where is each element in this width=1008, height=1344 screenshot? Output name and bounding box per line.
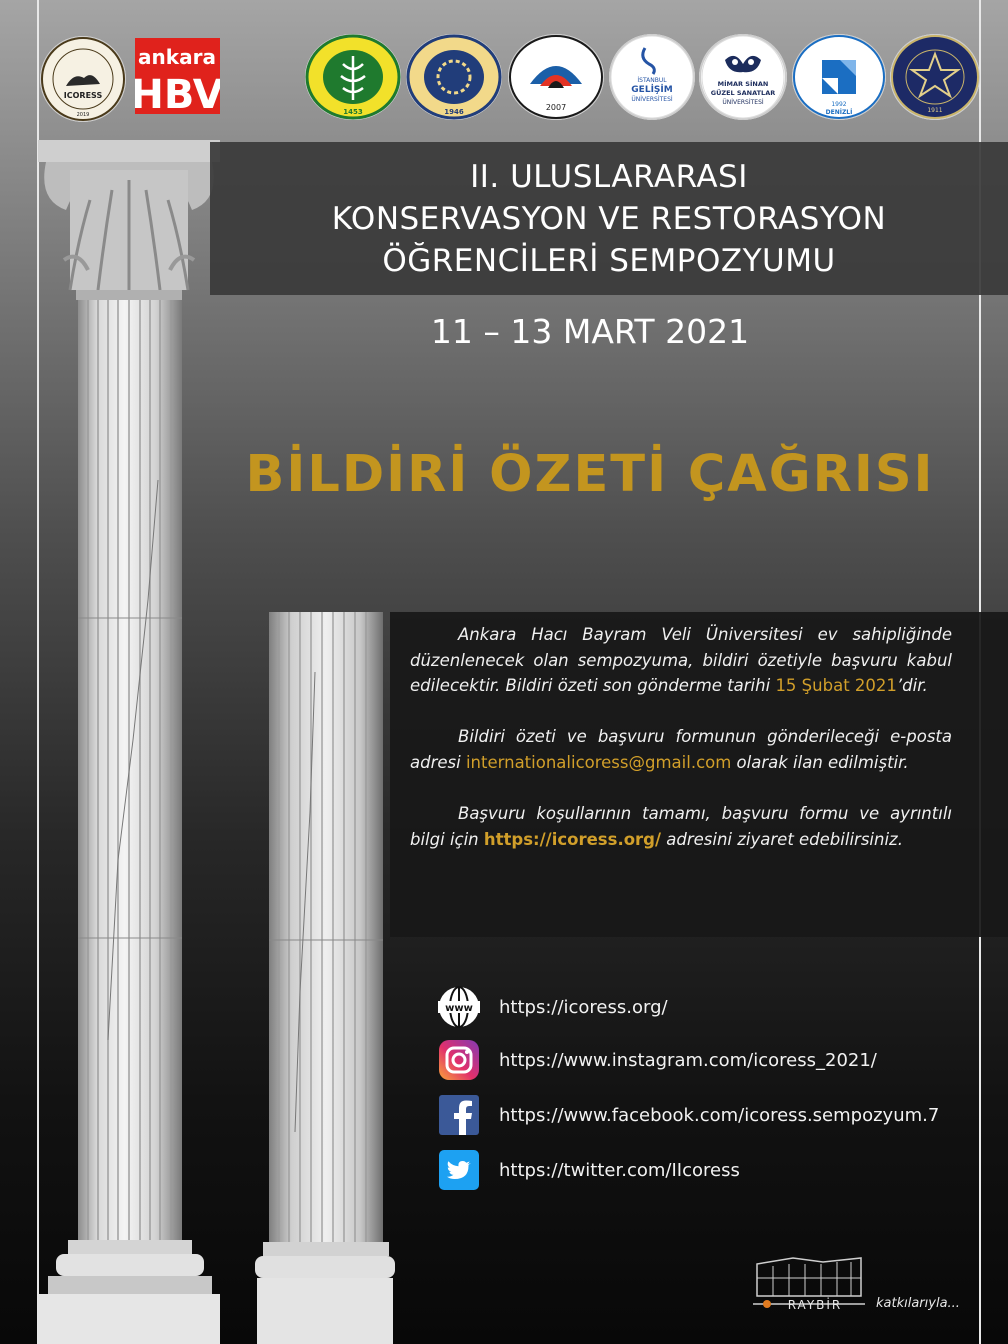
svg-text:1453: 1453 (343, 108, 363, 116)
svg-text:RAYBİR: RAYBİR (787, 1298, 843, 1312)
instagram-link[interactable]: https://www.instagram.com/icoress_2021/ (499, 1049, 877, 1071)
symposium-title-band (210, 142, 1008, 295)
social-row-twitter[interactable] (438, 1149, 740, 1191)
email-link[interactable]: internationalicoress@gmail.com (465, 752, 732, 772)
svg-text:2007: 2007 (545, 103, 567, 112)
raybir-sponsor-logo (753, 1256, 865, 1318)
sponsor-thanks-text: katkılarıyla... (876, 1296, 960, 1311)
svg-text:ankara: ankara (138, 45, 216, 69)
globe-www-icon (438, 986, 480, 1028)
pamukkale-university-logo (792, 34, 886, 120)
yildiz-technical-university-logo (890, 34, 980, 120)
twitter-link[interactable]: https://twitter.com/IIcoress (499, 1159, 740, 1181)
icoress-logo (40, 36, 126, 122)
icoress-logo-name: ICORESS (63, 91, 103, 100)
istanbul-gelisim-university-logo (609, 34, 695, 120)
symposium-date: 11 – 13 MART 2021 (430, 312, 750, 351)
svg-text:HBV: HBV (135, 72, 220, 114)
instagram-icon (438, 1039, 480, 1081)
istanbul-university-logo (305, 34, 401, 120)
svg-text:www: www (445, 1003, 473, 1014)
svg-text:GELİŞİM: GELİŞİM (631, 85, 673, 95)
ankara-university-logo (406, 34, 502, 120)
title-line-3: ÖĞRENCİLERİ SEMPOZYUMU (382, 242, 836, 279)
svg-text:ÜNİVERSİTESİ: ÜNİVERSİTESİ (722, 99, 764, 106)
info-paragraph-2: Bildiri özeti ve başvuru formunun gönderileceği e-posta adresi internationalicoress@gmail.com olarak ilan edilmiştir. (410, 727, 952, 772)
ankara-hbv-logo (135, 38, 220, 114)
facebook-icon (438, 1094, 480, 1136)
call-for-abstracts-title: BİLDİRİ ÖZETİ ÇAĞRISI (245, 445, 935, 504)
svg-text:1911: 1911 (927, 107, 943, 114)
title-line-2: KONSERVASYON VE RESTORASYON (331, 200, 887, 237)
svg-text:GÜZEL SANATLAR: GÜZEL SANATLAR (710, 89, 776, 97)
svg-text:1946: 1946 (444, 108, 464, 116)
svg-text:İSTANBUL: İSTANBUL (637, 77, 667, 84)
social-row-instagram[interactable] (438, 1039, 877, 1081)
large-corinthian-column (38, 140, 220, 1344)
svg-text:MİMAR SİNAN: MİMAR SİNAN (717, 80, 769, 88)
svg-text:DENİZLİ: DENİZLİ (825, 109, 853, 116)
info-text-block (410, 622, 952, 878)
mimar-sinan-university-logo (699, 34, 787, 120)
facebook-link[interactable]: https://www.facebook.com/icoress.sempozyum.7 (499, 1104, 940, 1126)
social-row-web[interactable] (438, 986, 668, 1028)
title-line-1: II. ULUSLARARASI (470, 158, 748, 195)
small-fluted-column (255, 612, 395, 1344)
info-paragraph-3: Başvuru koşullarının tamamı, başvuru formu ve ayrıntılı bilgi için https://icoress.org/ adresini ziyaret edebilirsiniz. (410, 804, 952, 849)
social-row-facebook[interactable] (438, 1094, 939, 1136)
svg-text:1992: 1992 (831, 101, 847, 108)
web-link[interactable]: https://icoress.org/ (499, 996, 668, 1018)
svg-text:ÜNİVERSİTESİ: ÜNİVERSİTESİ (631, 96, 673, 103)
twitter-icon (438, 1149, 480, 1191)
info-paragraph-1: Ankara Hacı Bayram Veli Üniversitesi ev sahipliğinde düzenlenecek olan sempozyuma, bildiri özetiyle başvuru kabul edilecektir. Bildiri özeti son gönderme tarihi 15 Şubat 2021’dir. (410, 625, 952, 696)
deadline-date: 15 Şubat 2021 (775, 676, 897, 696)
batman-university-logo (508, 34, 604, 120)
svg-text:2019: 2019 (76, 112, 90, 118)
website-link[interactable]: https://icoress.org/ (483, 829, 662, 849)
